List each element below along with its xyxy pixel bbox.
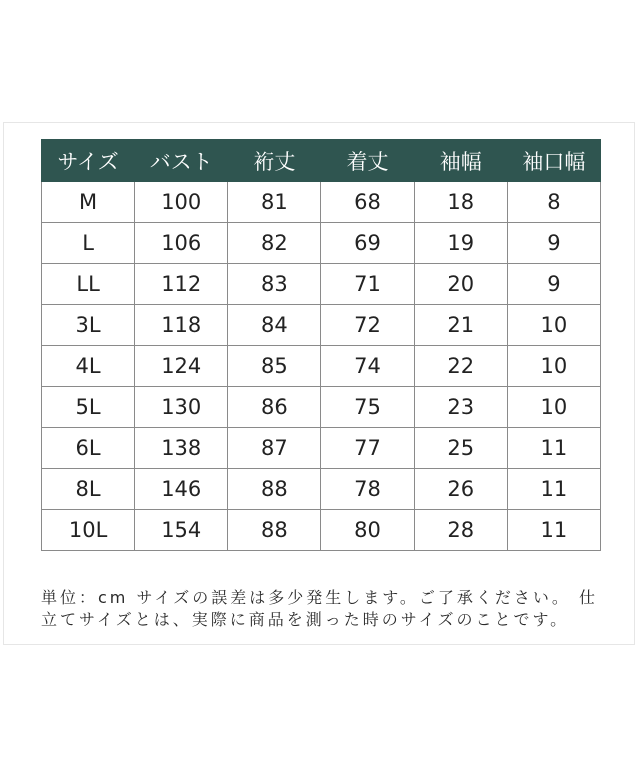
cell-bust: 146 xyxy=(135,469,228,510)
cell-size: M xyxy=(42,182,135,223)
cell-sleeve-width: 20 xyxy=(414,264,507,305)
cell-sleeve-width: 19 xyxy=(414,223,507,264)
cell-size: 5L xyxy=(42,387,135,428)
cell-sleeve-length: 88 xyxy=(228,510,321,551)
cell-body-length: 75 xyxy=(321,387,414,428)
cell-size: LL xyxy=(42,264,135,305)
cell-bust: 118 xyxy=(135,305,228,346)
cell-sleeve-length: 87 xyxy=(228,428,321,469)
table-row xyxy=(42,387,601,428)
cell-sleeve-width: 22 xyxy=(414,346,507,387)
cell-size: L xyxy=(42,223,135,264)
table-row xyxy=(42,264,601,305)
table-row xyxy=(42,428,601,469)
cell-size: 3L xyxy=(42,305,135,346)
header-sleeve-length: 裄丈 xyxy=(228,140,321,182)
header-bust: バスト xyxy=(135,140,228,182)
table-row xyxy=(42,510,601,551)
cell-bust: 138 xyxy=(135,428,228,469)
cell-bust: 100 xyxy=(135,182,228,223)
cell-bust: 130 xyxy=(135,387,228,428)
cell-cuff-width: 11 xyxy=(507,469,600,510)
table-header-row xyxy=(42,140,601,182)
cell-sleeve-length: 84 xyxy=(228,305,321,346)
table-row xyxy=(42,469,601,510)
cell-size: 8L xyxy=(42,469,135,510)
cell-sleeve-width: 21 xyxy=(414,305,507,346)
table-row xyxy=(42,346,601,387)
cell-sleeve-length: 83 xyxy=(228,264,321,305)
cell-cuff-width: 11 xyxy=(507,428,600,469)
cell-cuff-width: 9 xyxy=(507,223,600,264)
header-cuff-width: 袖口幅 xyxy=(507,140,600,182)
size-table xyxy=(41,139,601,551)
cell-body-length: 69 xyxy=(321,223,414,264)
cell-body-length: 72 xyxy=(321,305,414,346)
table-row xyxy=(42,182,601,223)
table-row xyxy=(42,223,601,264)
cell-sleeve-length: 81 xyxy=(228,182,321,223)
cell-cuff-width: 10 xyxy=(507,346,600,387)
cell-body-length: 71 xyxy=(321,264,414,305)
cell-sleeve-width: 25 xyxy=(414,428,507,469)
cell-body-length: 80 xyxy=(321,510,414,551)
cell-sleeve-length: 86 xyxy=(228,387,321,428)
cell-cuff-width: 10 xyxy=(507,305,600,346)
cell-sleeve-width: 26 xyxy=(414,469,507,510)
cell-sleeve-width: 18 xyxy=(414,182,507,223)
header-sleeve-width: 袖幅 xyxy=(414,140,507,182)
cell-size: 4L xyxy=(42,346,135,387)
cell-bust: 154 xyxy=(135,510,228,551)
header-body-length: 着丈 xyxy=(321,140,414,182)
cell-body-length: 68 xyxy=(321,182,414,223)
cell-sleeve-length: 82 xyxy=(228,223,321,264)
cell-bust: 124 xyxy=(135,346,228,387)
cell-body-length: 78 xyxy=(321,469,414,510)
cell-sleeve-width: 28 xyxy=(414,510,507,551)
cell-size: 10L xyxy=(42,510,135,551)
cell-body-length: 74 xyxy=(321,346,414,387)
cell-cuff-width: 8 xyxy=(507,182,600,223)
cell-sleeve-length: 88 xyxy=(228,469,321,510)
cell-bust: 112 xyxy=(135,264,228,305)
table-row xyxy=(42,305,601,346)
header-size: サイズ xyxy=(42,140,135,182)
cell-body-length: 77 xyxy=(321,428,414,469)
size-chart-panel xyxy=(3,122,635,645)
cell-size: 6L xyxy=(42,428,135,469)
cell-cuff-width: 9 xyxy=(507,264,600,305)
size-note: 単位：cm サイズの誤差は多少発生します。ご了承ください。 仕立てサイズとは、実際に商品を測った時のサイズのことです。 xyxy=(41,588,598,629)
cell-sleeve-length: 85 xyxy=(228,346,321,387)
cell-cuff-width: 11 xyxy=(507,510,600,551)
cell-bust: 106 xyxy=(135,223,228,264)
cell-cuff-width: 10 xyxy=(507,387,600,428)
cell-sleeve-width: 23 xyxy=(414,387,507,428)
